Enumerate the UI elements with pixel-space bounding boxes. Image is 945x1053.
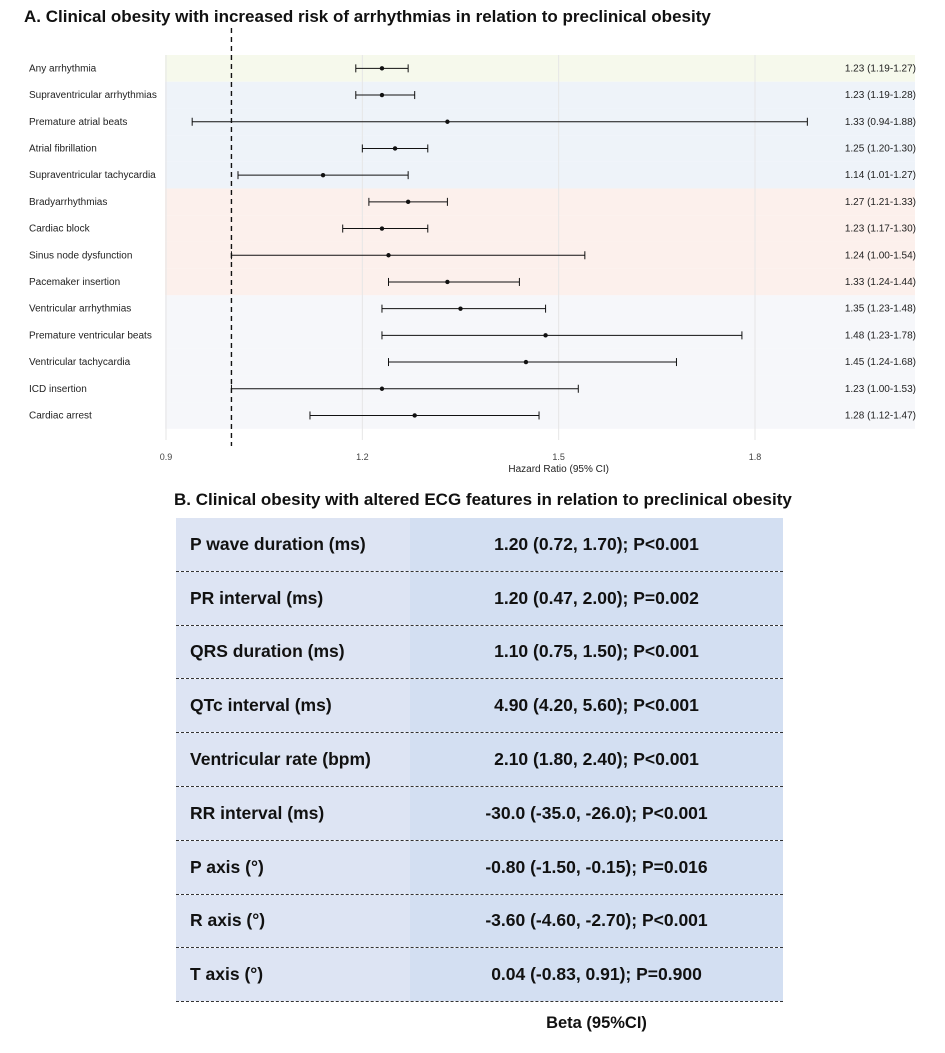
x-tick-label: 0.9: [159, 452, 173, 462]
hr-ci-text: 1.28 (1.12-1.47): [844, 410, 916, 422]
ecg-value: 1.20 (0.47, 2.00); P=0.002: [410, 572, 783, 625]
hazard-ratio-point: [458, 306, 462, 310]
hazard-ratio-point: [321, 173, 325, 177]
ecg-row-ventricular-rate: [176, 733, 783, 787]
beta-ci-label: Beta (95%CI): [546, 1014, 647, 1032]
hazard-ratio-point: [386, 253, 390, 257]
panel-a-title-text: Clinical obesity with increased risk of arrhythmias in relation to preclinical obesity: [45, 7, 711, 26]
ecg-label: RR interval (ms): [176, 787, 410, 840]
ecg-row-p-axis: [176, 841, 783, 895]
ecg-label: PR interval (ms): [176, 572, 410, 625]
row-band: [165, 215, 915, 242]
row-band: [165, 135, 915, 162]
hazard-ratio-point: [445, 120, 449, 124]
row-label: Bradyarrhythmias: [29, 196, 108, 208]
row-label: Supraventricular arrhythmias: [29, 90, 157, 102]
hr-ci-text: 1.33 (1.24-1.44): [844, 276, 916, 288]
hazard-ratio-point: [543, 333, 547, 337]
hazard-ratio-point: [380, 387, 384, 391]
x-tick-label: 1.2: [356, 452, 369, 462]
ecg-value: -3.60 (-4.60, -2.70); P<0.001: [410, 895, 783, 948]
ecg-label: P wave duration (ms): [176, 518, 410, 571]
hr-ci-text: 1.14 (1.01-1.27): [844, 170, 916, 182]
hazard-ratio-point: [445, 280, 449, 284]
row-label: Any arrhythmia: [29, 63, 97, 75]
hr-ci-text: 1.24 (1.00-1.54): [844, 250, 916, 262]
ecg-row-rr-interval: [176, 787, 783, 841]
row-band: [165, 189, 915, 216]
ecg-value: 1.10 (0.75, 1.50); P<0.001: [410, 626, 783, 679]
row-label: Cardiac block: [29, 223, 90, 235]
hr-ci-text: 1.23 (1.19-1.28): [844, 90, 916, 102]
ecg-label: P axis (°): [176, 841, 410, 894]
panel-a-letter: A.: [24, 7, 41, 26]
hazard-ratio-point: [524, 360, 528, 364]
row-band: [165, 269, 915, 296]
ecg-value: 2.10 (1.80, 2.40); P<0.001: [410, 733, 783, 786]
hr-ci-text: 1.23 (1.17-1.30): [844, 223, 916, 235]
ecg-row-pr-interval: [176, 572, 783, 626]
hr-ci-text: 1.27 (1.21-1.33): [844, 196, 916, 208]
row-label: Supraventricular tachycardia: [29, 170, 156, 182]
ecg-row-t-axis: [176, 948, 783, 1002]
row-band: [165, 82, 915, 109]
ecg-value: 1.20 (0.72, 1.70); P<0.001: [410, 518, 783, 571]
hr-ci-text: 1.48 (1.23-1.78): [844, 330, 916, 342]
hazard-ratio-point: [406, 200, 410, 204]
panel-b-letter: B.: [174, 490, 191, 509]
hazard-ratio-point: [412, 413, 416, 417]
row-label: Premature ventricular beats: [29, 330, 152, 342]
hr-ci-text: 1.45 (1.24-1.68): [844, 357, 916, 369]
row-band: [165, 402, 915, 429]
ecg-row-p-wave: [176, 518, 783, 572]
ecg-row-r-axis: [176, 895, 783, 949]
hr-ci-text: 1.23 (1.00-1.53): [844, 383, 916, 395]
ecg-row-qrs-duration: [176, 626, 783, 680]
x-axis-label: Hazard Ratio (95% CI): [508, 464, 609, 475]
hr-ci-text: 1.35 (1.23-1.48): [844, 303, 916, 315]
ecg-value: 4.90 (4.20, 5.60); P<0.001: [410, 679, 783, 732]
row-band: [165, 55, 915, 82]
hr-ci-text: 1.25 (1.20-1.30): [844, 143, 916, 155]
hazard-ratio-point: [380, 226, 384, 230]
ecg-label: Ventricular rate (bpm): [176, 733, 410, 786]
x-tick-label: 1.8: [748, 452, 762, 462]
ecg-label: QRS duration (ms): [176, 626, 410, 679]
row-label: Sinus node dysfunction: [29, 250, 133, 262]
ecg-value: -0.80 (-1.50, -0.15); P=0.016: [410, 841, 783, 894]
x-tick-label: 1.5: [552, 452, 565, 462]
row-label: Atrial fibrillation: [29, 143, 97, 155]
ecg-row-qtc-interval: [176, 679, 783, 733]
row-label: Premature atrial beats: [29, 116, 128, 128]
ecg-label: R axis (°): [176, 895, 410, 948]
hr-ci-text: 1.23 (1.19-1.27): [844, 63, 916, 75]
panel-b-title: [174, 490, 792, 510]
hazard-ratio-point: [393, 146, 397, 150]
ecg-label: T axis (°): [176, 948, 410, 1001]
hr-ci-text: 1.33 (0.94-1.88): [844, 116, 916, 128]
hazard-ratio-point: [380, 66, 384, 70]
row-label: ICD insertion: [29, 383, 87, 395]
ecg-table: [176, 518, 783, 1002]
ecg-label: QTc interval (ms): [176, 679, 410, 732]
forest-plot: [0, 0, 945, 480]
row-label: Cardiac arrest: [29, 410, 92, 422]
hazard-ratio-point: [380, 93, 384, 97]
panel-b-title-text: Clinical obesity with altered ECG features in relation to preclinical obesity: [195, 490, 792, 509]
row-label: Ventricular arrhythmias: [29, 303, 132, 315]
ecg-value: 0.04 (-0.83, 0.91); P=0.900: [410, 948, 783, 1001]
row-label: Pacemaker insertion: [29, 276, 121, 288]
ecg-value: -30.0 (-35.0, -26.0); P<0.001: [410, 787, 783, 840]
row-label: Ventricular tachycardia: [29, 357, 131, 369]
